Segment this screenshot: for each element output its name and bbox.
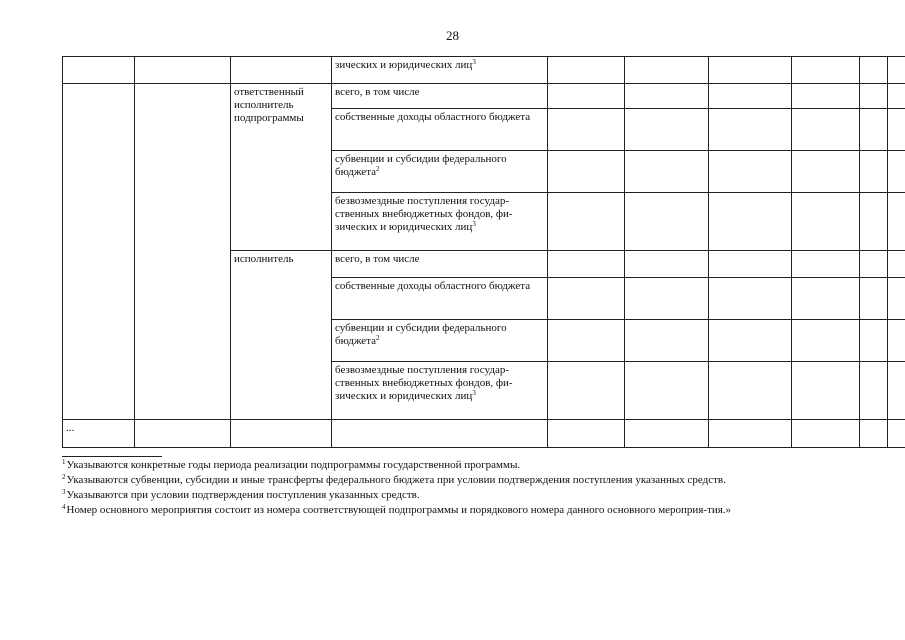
table-cell — [625, 278, 709, 320]
table-cell — [888, 109, 905, 151]
table-cell — [888, 193, 905, 251]
funding-source-cell: субвенции и субсидии федерального бюджета$^2$ — [332, 320, 548, 362]
table-cell — [625, 57, 709, 84]
table-cell — [860, 420, 888, 448]
table-cell — [548, 320, 625, 362]
table-cell — [888, 362, 905, 420]
table-cell — [332, 420, 548, 448]
table-cell — [888, 57, 905, 84]
table-cell — [625, 420, 709, 448]
table-cell — [231, 57, 332, 84]
table-cell — [709, 109, 792, 151]
table-cell — [792, 84, 860, 109]
funding-table — [62, 56, 905, 448]
funding-source-cell: безвозмездные поступления государ-ственных внебюджетных фондов, фи-зических и юридических лиц$^3$ — [332, 362, 548, 420]
table-cell — [860, 193, 888, 251]
table-cell — [888, 251, 905, 278]
funding-source-cell: собственные доходы областного бюджета — [332, 278, 548, 320]
executor-cell: исполнитель — [231, 251, 332, 420]
table-cell — [860, 278, 888, 320]
table-cell — [709, 84, 792, 109]
table-cell — [625, 151, 709, 193]
table-cell — [709, 278, 792, 320]
table-cell — [792, 151, 860, 193]
footnote: $^1$Указываются конкретные годы периода реализации подпрограммы государственной программы. — [62, 458, 521, 471]
table-cell — [888, 420, 905, 448]
table-cell — [792, 320, 860, 362]
table-row — [63, 84, 905, 109]
table-cell — [231, 420, 332, 448]
table-cell — [625, 362, 709, 420]
table-cell — [792, 193, 860, 251]
table-cell — [548, 151, 625, 193]
table-cell — [548, 251, 625, 278]
funding-source-cell: субвенции и субсидии федерального бюджета$^2$ — [332, 151, 548, 193]
footnote-divider — [62, 456, 162, 457]
table-row — [63, 57, 905, 84]
table-cell — [135, 420, 231, 448]
table-cell — [860, 251, 888, 278]
table-cell — [548, 420, 625, 448]
table-cell — [548, 57, 625, 84]
table-cell — [792, 57, 860, 84]
table-cell — [709, 420, 792, 448]
table-cell — [625, 251, 709, 278]
table-cell — [860, 151, 888, 193]
funding-source-cell: всего, в том числе — [332, 251, 548, 278]
table-cell — [548, 109, 625, 151]
table-cell — [135, 57, 231, 84]
table-cell — [888, 320, 905, 362]
table-cell — [625, 84, 709, 109]
table-cell — [888, 278, 905, 320]
table-cell — [548, 193, 625, 251]
table-cell — [792, 362, 860, 420]
table-cell — [625, 109, 709, 151]
executor-cell: ответственный исполнитель подпрограммы — [231, 84, 332, 251]
footnote: $^4$Номер основного мероприятия состоит из номера соответствующей подпрограммы и порядкового номера данного основного мероприя-тия.» — [62, 503, 732, 516]
table-cell — [63, 57, 135, 84]
funding-source-cell: зических и юридических лиц$^3$ — [332, 57, 548, 84]
table-cell — [860, 320, 888, 362]
table-cell — [709, 57, 792, 84]
footnote: $^3$Указываются при условии подтверждения поступления указанных средств. — [62, 488, 420, 501]
table-cell — [792, 109, 860, 151]
table-cell — [888, 151, 905, 193]
funding-source-cell: безвозмездные поступления государ-ственных внебюджетных фондов, фи-зических и юридических лиц$^3$ — [332, 193, 548, 251]
table-cell — [548, 362, 625, 420]
table-cell — [709, 151, 792, 193]
footnotes — [62, 456, 844, 519]
table-cell — [135, 84, 231, 420]
table-cell — [792, 420, 860, 448]
table-cell — [709, 251, 792, 278]
table-cell — [709, 193, 792, 251]
table-cell — [63, 84, 135, 420]
table-row — [63, 420, 905, 448]
table-cell — [860, 57, 888, 84]
table-cell — [792, 251, 860, 278]
table-cell — [625, 320, 709, 362]
table-cell — [860, 109, 888, 151]
table-cell — [888, 84, 905, 109]
footnote: $^2$Указываются субвенции, субсидии и иные трансферты федерального бюджета при условии подтверждения поступления указанных средств. — [62, 473, 726, 486]
table-cell — [792, 278, 860, 320]
table-cell — [548, 84, 625, 109]
table-cell — [709, 320, 792, 362]
funding-source-cell: собственные доходы областного бюджета — [332, 109, 548, 151]
ellipsis-cell: ... — [63, 420, 135, 448]
table-cell — [709, 362, 792, 420]
funding-source-cell: всего, в том числе — [332, 84, 548, 109]
table-cell — [860, 362, 888, 420]
table-cell — [625, 193, 709, 251]
table-cell — [548, 278, 625, 320]
page-number: 28 — [446, 28, 459, 43]
table-cell — [860, 84, 888, 109]
